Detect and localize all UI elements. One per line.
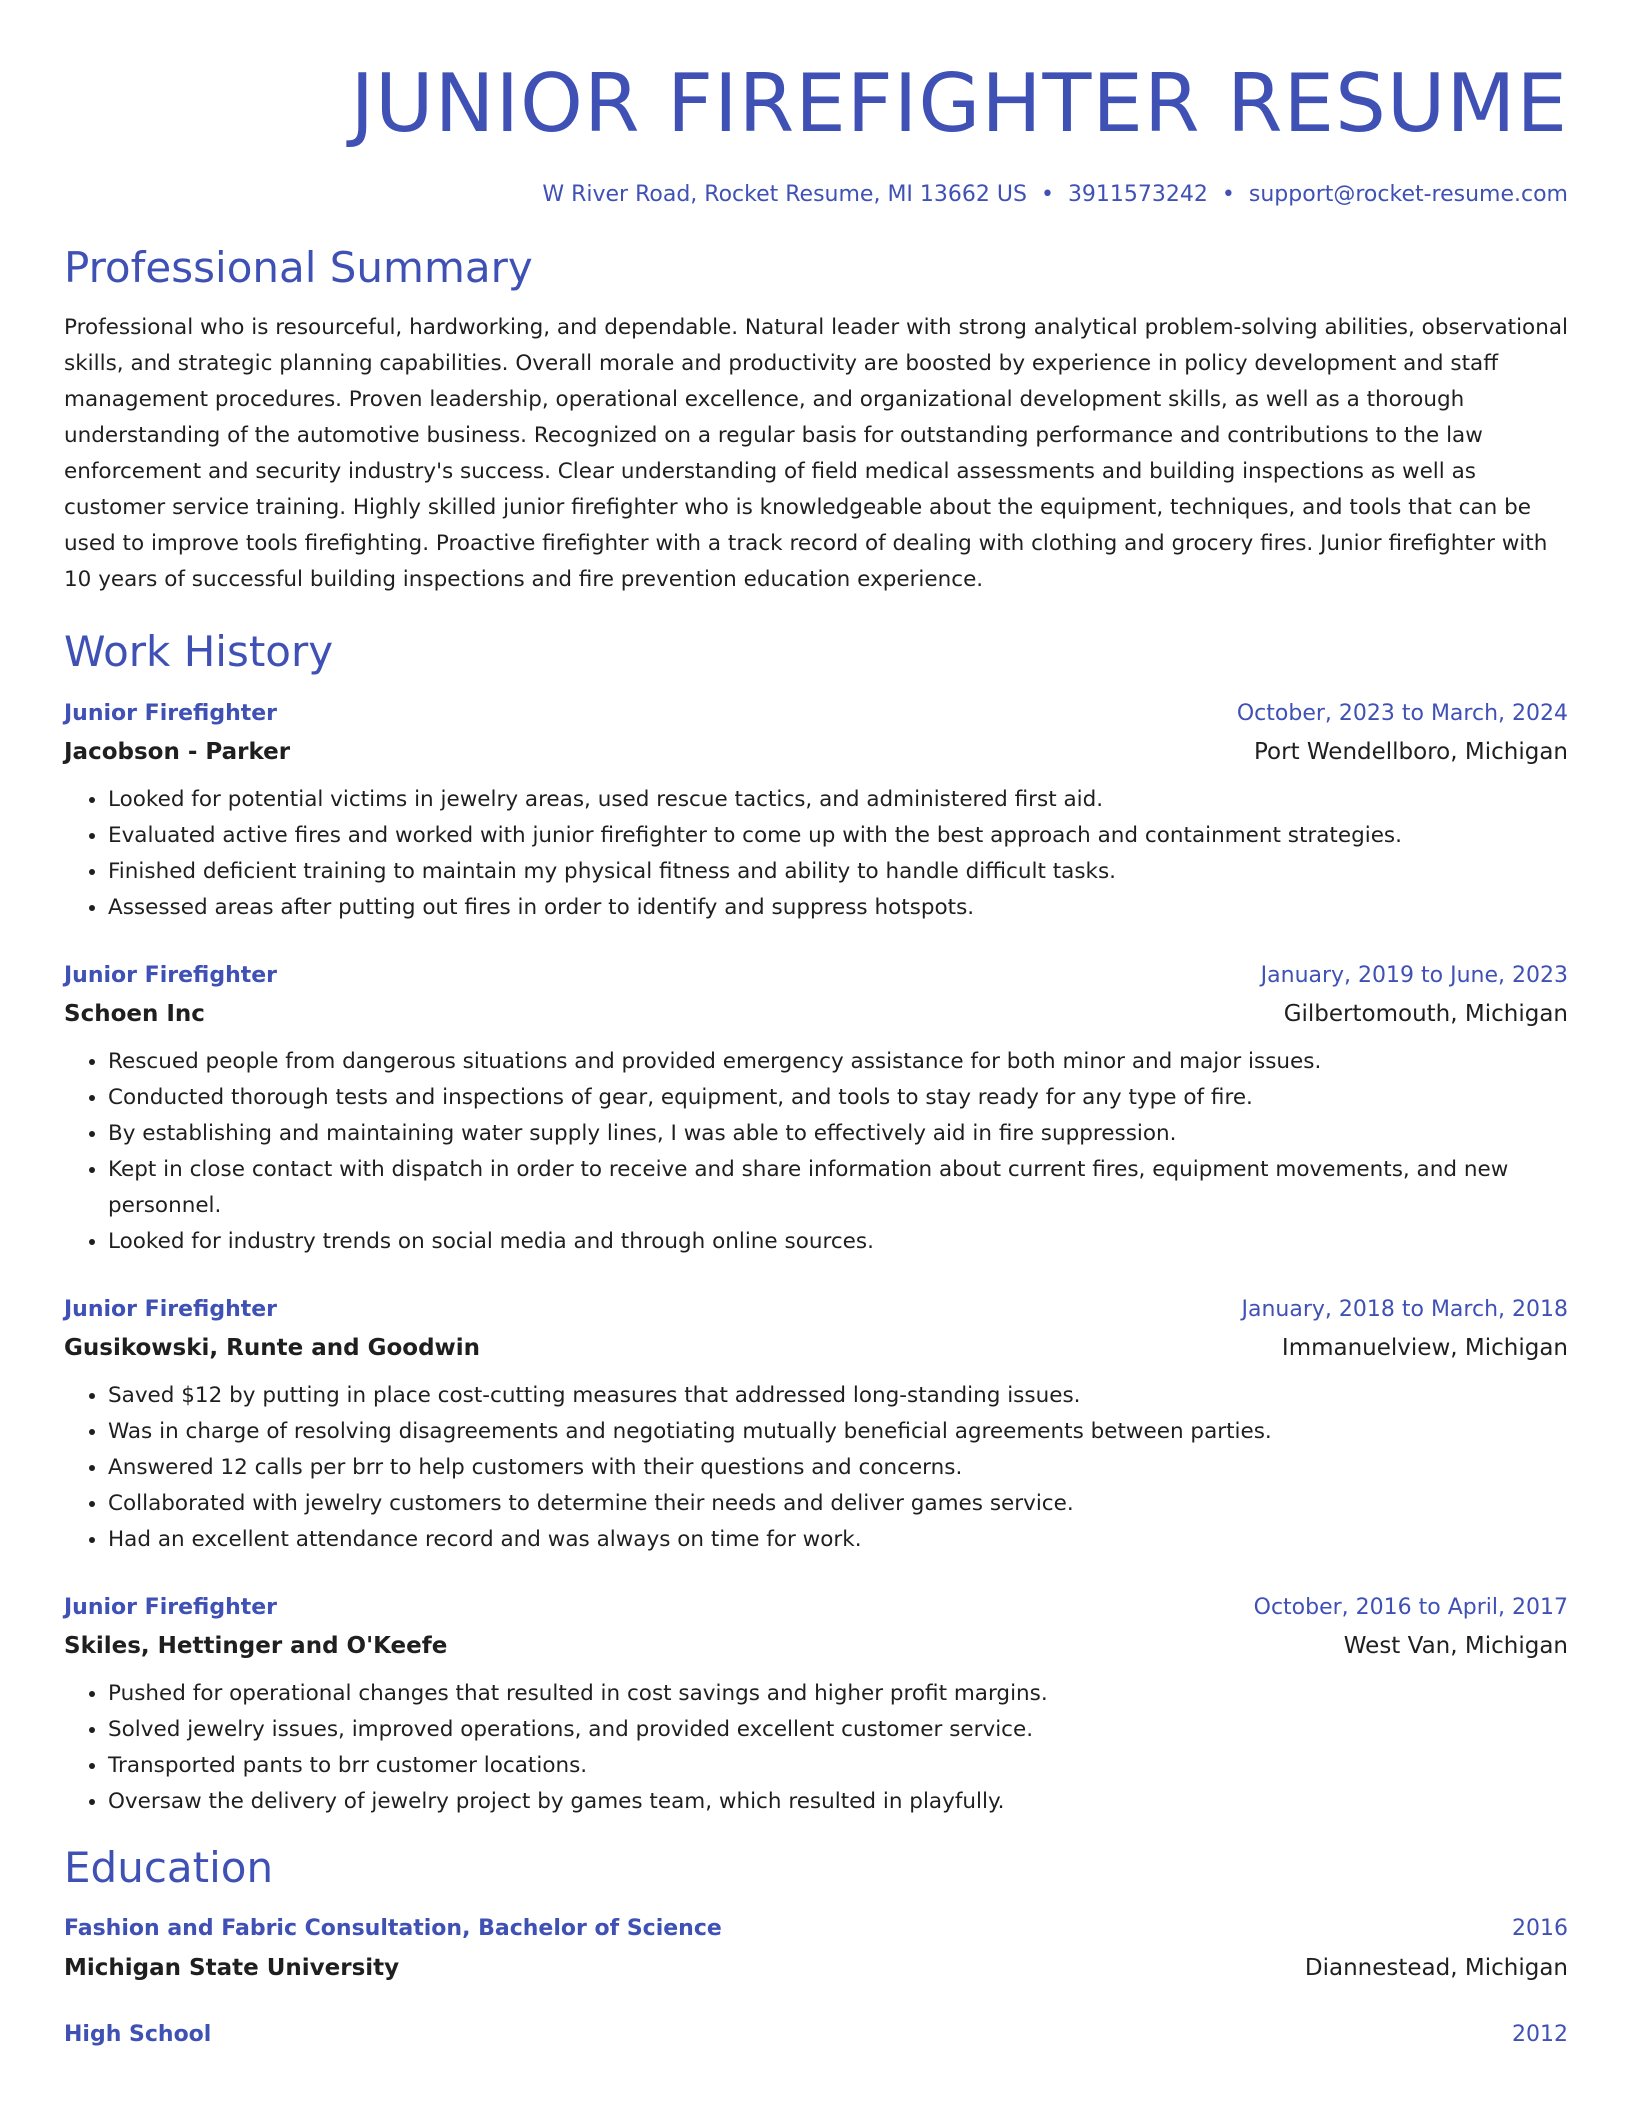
job-bullet: • Oversaw the delivery of jewelry project by games team, which resulted in playfully. [108, 1784, 1568, 1820]
job-company-row [64, 732, 1568, 772]
job-bullet: • Kept in close contact with dispatch in order to receive and share information about current fires, equipment movements, and new personnel. [108, 1152, 1568, 1224]
education-school: Michigan State University [64, 1955, 400, 1981]
job-bullet: • Rescued people from dangerous situations and provided emergency assistance for both minor and major issues. [108, 1044, 1568, 1080]
job-bullet: • Evaluated active fires and worked with junior firefighter to come up with the best approach and containment strategies. [108, 818, 1568, 854]
education-entry [64, 1910, 1568, 1988]
job-dates: October, 2016 to April, 2017 [1253, 1595, 1568, 1620]
education-year: 2012 [1512, 2022, 1568, 2047]
job-title-row [64, 1590, 1568, 1626]
job-bullet: • Assessed areas after putting out fires in order to identify and suppress hotspots. [108, 890, 1568, 926]
job-company: Jacobson - Parker [64, 739, 291, 765]
summary-heading: Professional Summary [64, 243, 533, 292]
job-bullet: • Answered 12 calls per brr to help customers with their questions and concerns. [108, 1450, 1568, 1486]
education-degree-row [64, 1910, 1568, 1948]
job-location: Immanuelview, Michigan [1281, 1335, 1568, 1361]
job-bullets [64, 1044, 1568, 1260]
job-company: Schoen Inc [64, 1001, 205, 1027]
job-bullet: • Conducted thorough tests and inspections of gear, equipment, and tools to stay ready for any type of fire. [108, 1080, 1568, 1116]
job-bullet: • Was in charge of resolving disagreements and negotiating mutually beneficial agreements between parties. [108, 1414, 1568, 1450]
contact-address: W River Road, Rocket Resume, MI 13662 US [542, 182, 1027, 207]
job-bullet: • Finished deficient training to maintain my physical fitness and ability to handle difficult tasks. [108, 854, 1568, 890]
job-bullet: • Had an excellent attendance record and was always on time for work. [108, 1522, 1568, 1558]
education-degree: Fashion and Fabric Consultation, Bachelor of Science [64, 1916, 722, 1941]
job-entry [64, 1292, 1568, 1558]
education-degree-row [64, 2016, 1568, 2054]
job-title-row [64, 958, 1568, 994]
job-dates: October, 2023 to March, 2024 [1236, 701, 1568, 726]
resume-page [64, 0, 1568, 2054]
education-entry [64, 2016, 1568, 2054]
job-bullet: • By establishing and maintaining water supply lines, I was able to effectively aid in fire suppression. [108, 1116, 1568, 1152]
job-title: Junior Firefighter [64, 1297, 278, 1322]
job-bullets [64, 1378, 1568, 1558]
job-title-row [64, 696, 1568, 732]
job-company-row [64, 1328, 1568, 1368]
education-location: Diannestead, Michigan [1304, 1955, 1568, 1981]
work-history-heading: Work History [64, 627, 334, 676]
job-location: Gilbertomouth, Michigan [1283, 1001, 1568, 1027]
job-bullet: • Saved $12 by putting in place cost-cutting measures that addressed long-standing issues. [108, 1378, 1568, 1414]
job-location: West Van, Michigan [1343, 1633, 1568, 1659]
job-company-row [64, 994, 1568, 1034]
contact-separator: • [1221, 182, 1235, 207]
contact-phone: 3911573242 [1067, 182, 1208, 207]
summary-text: Professional who is resourceful, hardworking, and dependable. Natural leader with strong analytical problem-solving abilities, observational skills, and strategic planning capabilities. Overall morale and productivity are boosted by experience in policy development and staff management procedures. Proven leadership, operational excellence, and organizational development skills, as well as a thorough understanding of the automotive business. Recognized on a regular basis for outstanding performance and contributions to the law enforcement and security industry's success. Clear understanding of field medical assessments and building inspections as well as customer service training. Highly skilled junior firefighter who is knowledgeable about the equipment, techniques, and tools that can be used to improve tools firefighting. Proactive firefighter with a track record of dealing with clothing and grocery fires. Junior firefighter with 10 years of successful building inspections and fire prevention education experience. [64, 315, 1568, 592]
job-title: Junior Firefighter [64, 701, 278, 726]
job-company: Gusikowski, Runte and Goodwin [64, 1335, 481, 1361]
job-company: Skiles, Hettinger and O'Keefe [64, 1633, 448, 1659]
contact-separator: • [1040, 182, 1054, 207]
job-bullet: • Looked for industry trends on social media and through online sources. [108, 1224, 1568, 1260]
job-company-row [64, 1626, 1568, 1666]
education-year: 2016 [1512, 1916, 1568, 1941]
job-title: Junior Firefighter [64, 963, 278, 988]
education-heading: Education [64, 1843, 274, 1892]
job-dates: January, 2019 to June, 2023 [1260, 963, 1568, 988]
job-bullet: • Collaborated with jewelry customers to determine their needs and deliver games service. [108, 1486, 1568, 1522]
job-title-row [64, 1292, 1568, 1328]
job-title: Junior Firefighter [64, 1595, 278, 1620]
job-bullets [64, 1676, 1568, 1820]
education-degree: High School [64, 2022, 212, 2047]
job-dates: January, 2018 to March, 2018 [1241, 1297, 1568, 1322]
job-entry [64, 696, 1568, 926]
job-bullet: • Transported pants to brr customer locations. [108, 1748, 1568, 1784]
job-entry [64, 1590, 1568, 1820]
job-bullet: • Looked for potential victims in jewelry areas, used rescue tactics, and administered first aid. [108, 782, 1568, 818]
resume-title: JUNIOR FIREFIGHTER RESUME [350, 57, 1568, 150]
contact-email: support@rocket-resume.com [1248, 182, 1568, 207]
job-bullets [64, 782, 1568, 926]
contact-line [64, 180, 1568, 210]
job-bullet: • Pushed for operational changes that resulted in cost savings and higher profit margins. [108, 1676, 1568, 1712]
job-location: Port Wendellboro, Michigan [1254, 739, 1568, 765]
job-bullet: • Solved jewelry issues, improved operations, and provided excellent customer service. [108, 1712, 1568, 1748]
job-entry [64, 958, 1568, 1260]
education-school-row [64, 1948, 1568, 1988]
